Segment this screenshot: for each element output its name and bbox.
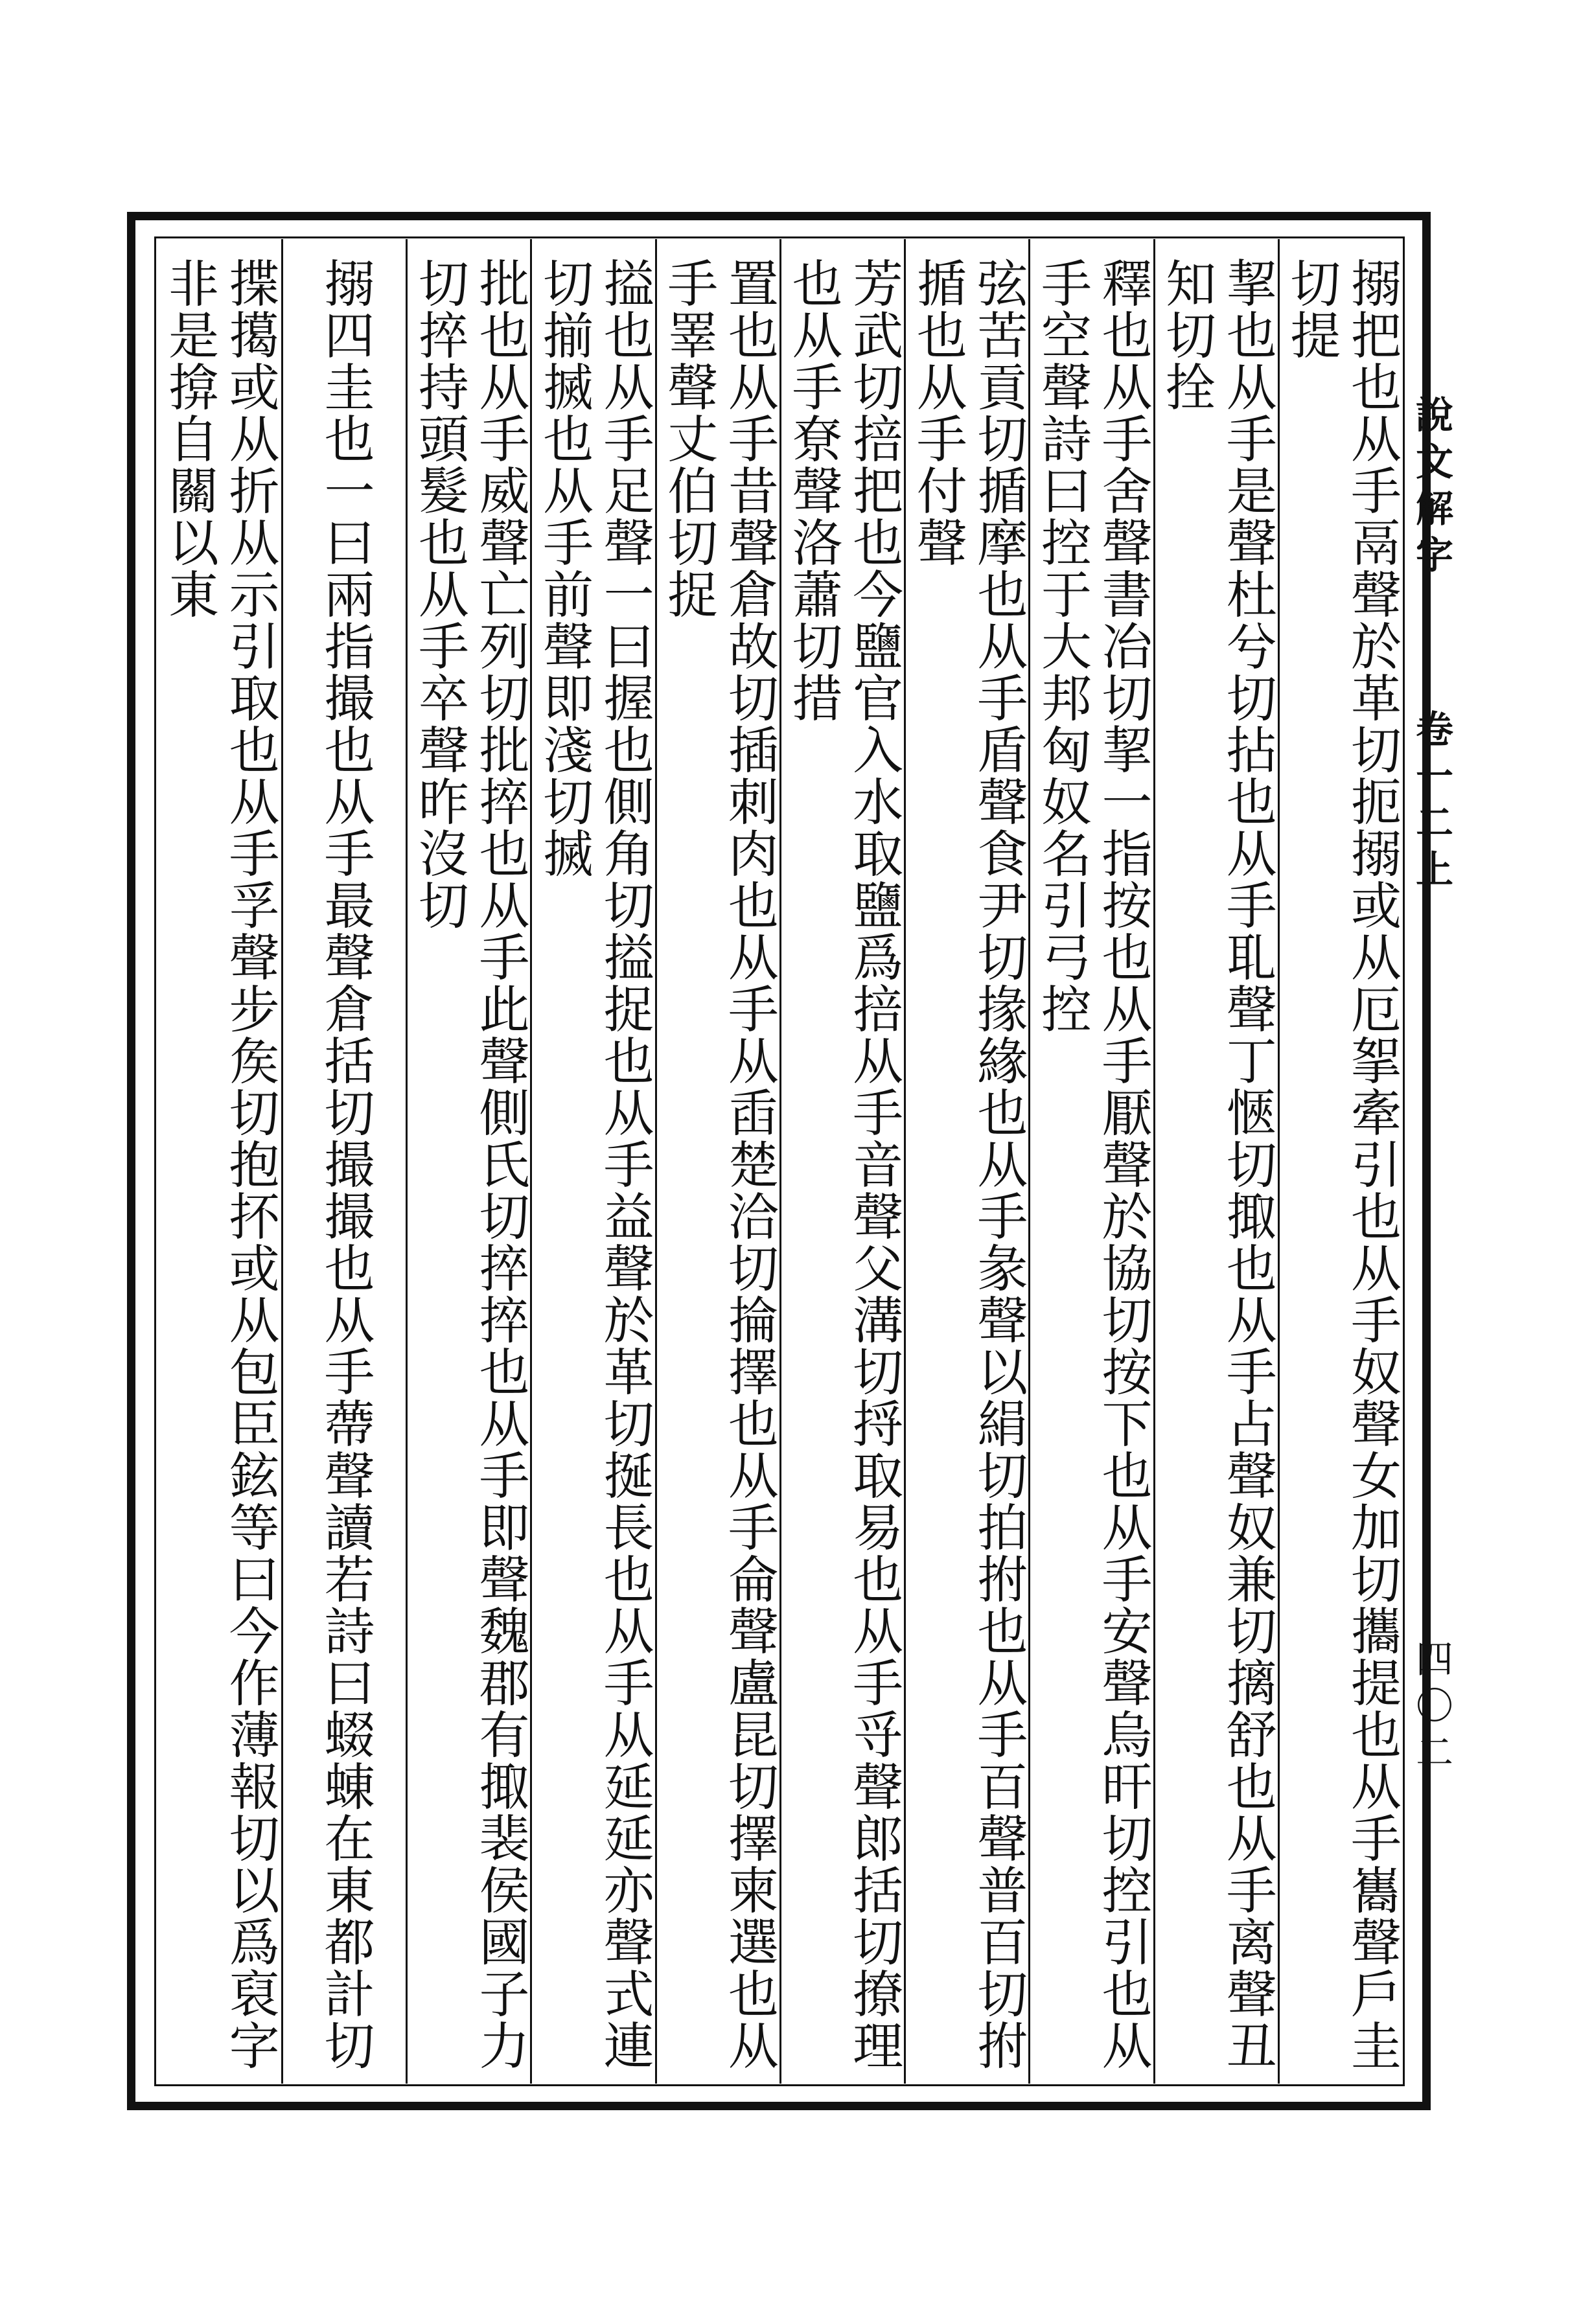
text-column [904, 239, 1028, 2084]
column-text: 芳武切掊把也今鹽官入水取鹽爲掊从手音聲父溝切捋取易也从手寽聲郎括切撩理也从手尞聲洛蕭切措 [783, 257, 903, 2071]
column-text: 釋也从手舍聲書冶切挈一指按也从手厭聲於協切按下也从手安聲烏旰切控引也从手空聲詩曰控于大邦匈奴名引弓控 [1032, 257, 1152, 2071]
text-column [1028, 239, 1153, 2084]
page-number: 四〇二 [1409, 1639, 1453, 1779]
text-columns [157, 239, 1402, 2084]
text-column [779, 239, 904, 2084]
column-text: 搦把也从手鬲聲於革切扼搦或从厄挐牽引也从手奴聲女加切攜提也从手巂聲戶圭切提 [1282, 257, 1401, 2071]
column-text: 批也从手威聲亡列切批捽也从手此聲側氏切捽捽也从手即聲魏郡有掫裴侯國子力切捽持頭髮也从手卒聲昨沒切 [410, 257, 529, 2071]
column-text: 搤也从手足聲一曰握也側角切搤捉也从手益聲於革切挻長也从手从延延亦聲式連切揃搣也从手前聲即淺切搣 [535, 257, 654, 2071]
column-text: 挈也从手是聲杜兮切拈也从手耴聲丁愜切掫也从手占聲奴兼切摛舒也从手离聲丑知切拴 [1157, 257, 1276, 2071]
column-text: 置也从手昔聲倉故切插刺肉也从手从臿楚洽切掄擇也从手侖聲盧昆切擇柬選也从手睪聲丈伯切捉 [659, 257, 778, 2071]
text-column [157, 239, 281, 2084]
text-column [1153, 239, 1278, 2084]
text-column [281, 239, 406, 2084]
column-text: 揲擖或从折从示引取也从手孚聲步矦切抱抔或从包臣鉉等曰今作薄報切以爲裒字非是揜自關以東 [160, 257, 279, 2071]
text-column [1278, 239, 1402, 2084]
text-column [406, 239, 530, 2084]
column-text: 弦苦貢切揗摩也从手盾聲食尹切掾緣也从手彖聲以絹切拍拊也从手百聲普百切拊揗也从手付聲 [908, 257, 1028, 2071]
text-column [655, 239, 779, 2084]
book-title: 說文解字 [1409, 395, 1453, 582]
column-text: 搦四圭也一曰兩指撮也从手最聲倉括切撮撮也从手蔕聲讀若詩曰蝃蝀在東都計切 [316, 257, 375, 2071]
volume-label: 卷一二上 [1409, 709, 1453, 896]
text-column [530, 239, 654, 2084]
